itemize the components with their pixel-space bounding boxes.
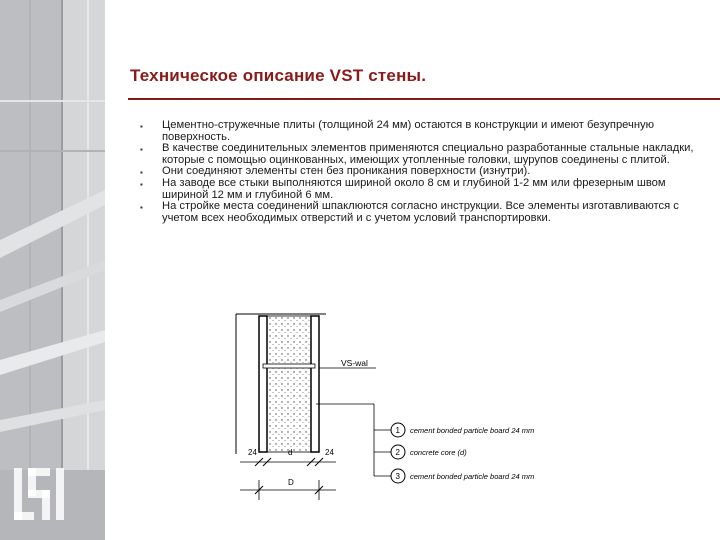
bullet-marker: ▪	[140, 122, 143, 131]
dimension-total-label: D	[288, 478, 294, 487]
bullet-marker: ▪	[140, 203, 143, 213]
bullet-text: Они соединяют элементы стен без проникания поверхности (изнутри).	[162, 165, 531, 178]
dimension-mid-label: d	[288, 448, 293, 457]
bullet-list	[138, 120, 698, 224]
wall-label: VS-wal	[341, 358, 368, 368]
background-photo-strip	[0, 0, 105, 540]
legend-num-1: 1	[395, 426, 400, 435]
bullet-marker: ▪	[140, 145, 143, 155]
dimension-left-label: 24	[248, 448, 257, 457]
bullet-item	[138, 143, 698, 166]
bullet-text: На стройке места соединений шпаклюются согласно инструкции. Все элементы изготавливаются с учетом всех необходимых отверстий и с учетом условий транспортировки.	[162, 200, 679, 224]
bullet-text: Цементно-стружечные плиты (толщиной 24 мм) остаются в конструкции и имеют безупречную поверхность.	[162, 119, 655, 143]
legend-text-2: concrete core (d)	[410, 448, 467, 457]
legend-num-2: 2	[395, 448, 400, 457]
bullet-marker: ▪	[140, 179, 143, 189]
lsi-logo	[10, 460, 70, 530]
slide-title: Техническое описание VST стены.	[130, 66, 427, 85]
bullet-text: В качестве соединительных элементов применяются специально разработанные стальные накладки, которые с помощью оцинкованных, имеющих утопленные головки, шурупов соединены с плитой.	[162, 142, 694, 166]
legend-num-3: 3	[395, 472, 400, 481]
bullet-marker: ▪	[140, 168, 143, 178]
dimension-right-label: 24	[325, 448, 334, 457]
board-right	[311, 316, 319, 452]
connector-plate	[263, 364, 315, 368]
board-left	[259, 316, 267, 452]
bullet-item	[138, 178, 698, 201]
wall-panels-photo	[0, 0, 105, 540]
bullet-text: На заводе все стыки выполняются шириной около 8 см и глубиной 1-2 мм или фрезерным швом шириной 12 мм и глубиной 6 мм.	[162, 176, 666, 201]
concrete-core	[267, 316, 311, 452]
bullet-item	[138, 120, 698, 143]
legend-text-1: cement bonded particle board 24 mm	[410, 426, 535, 435]
wall-section-diagram	[226, 304, 586, 509]
bullet-item	[138, 201, 698, 224]
title-divider	[128, 98, 720, 100]
legend-text-3: cement bonded particle board 24 mm	[410, 472, 535, 481]
